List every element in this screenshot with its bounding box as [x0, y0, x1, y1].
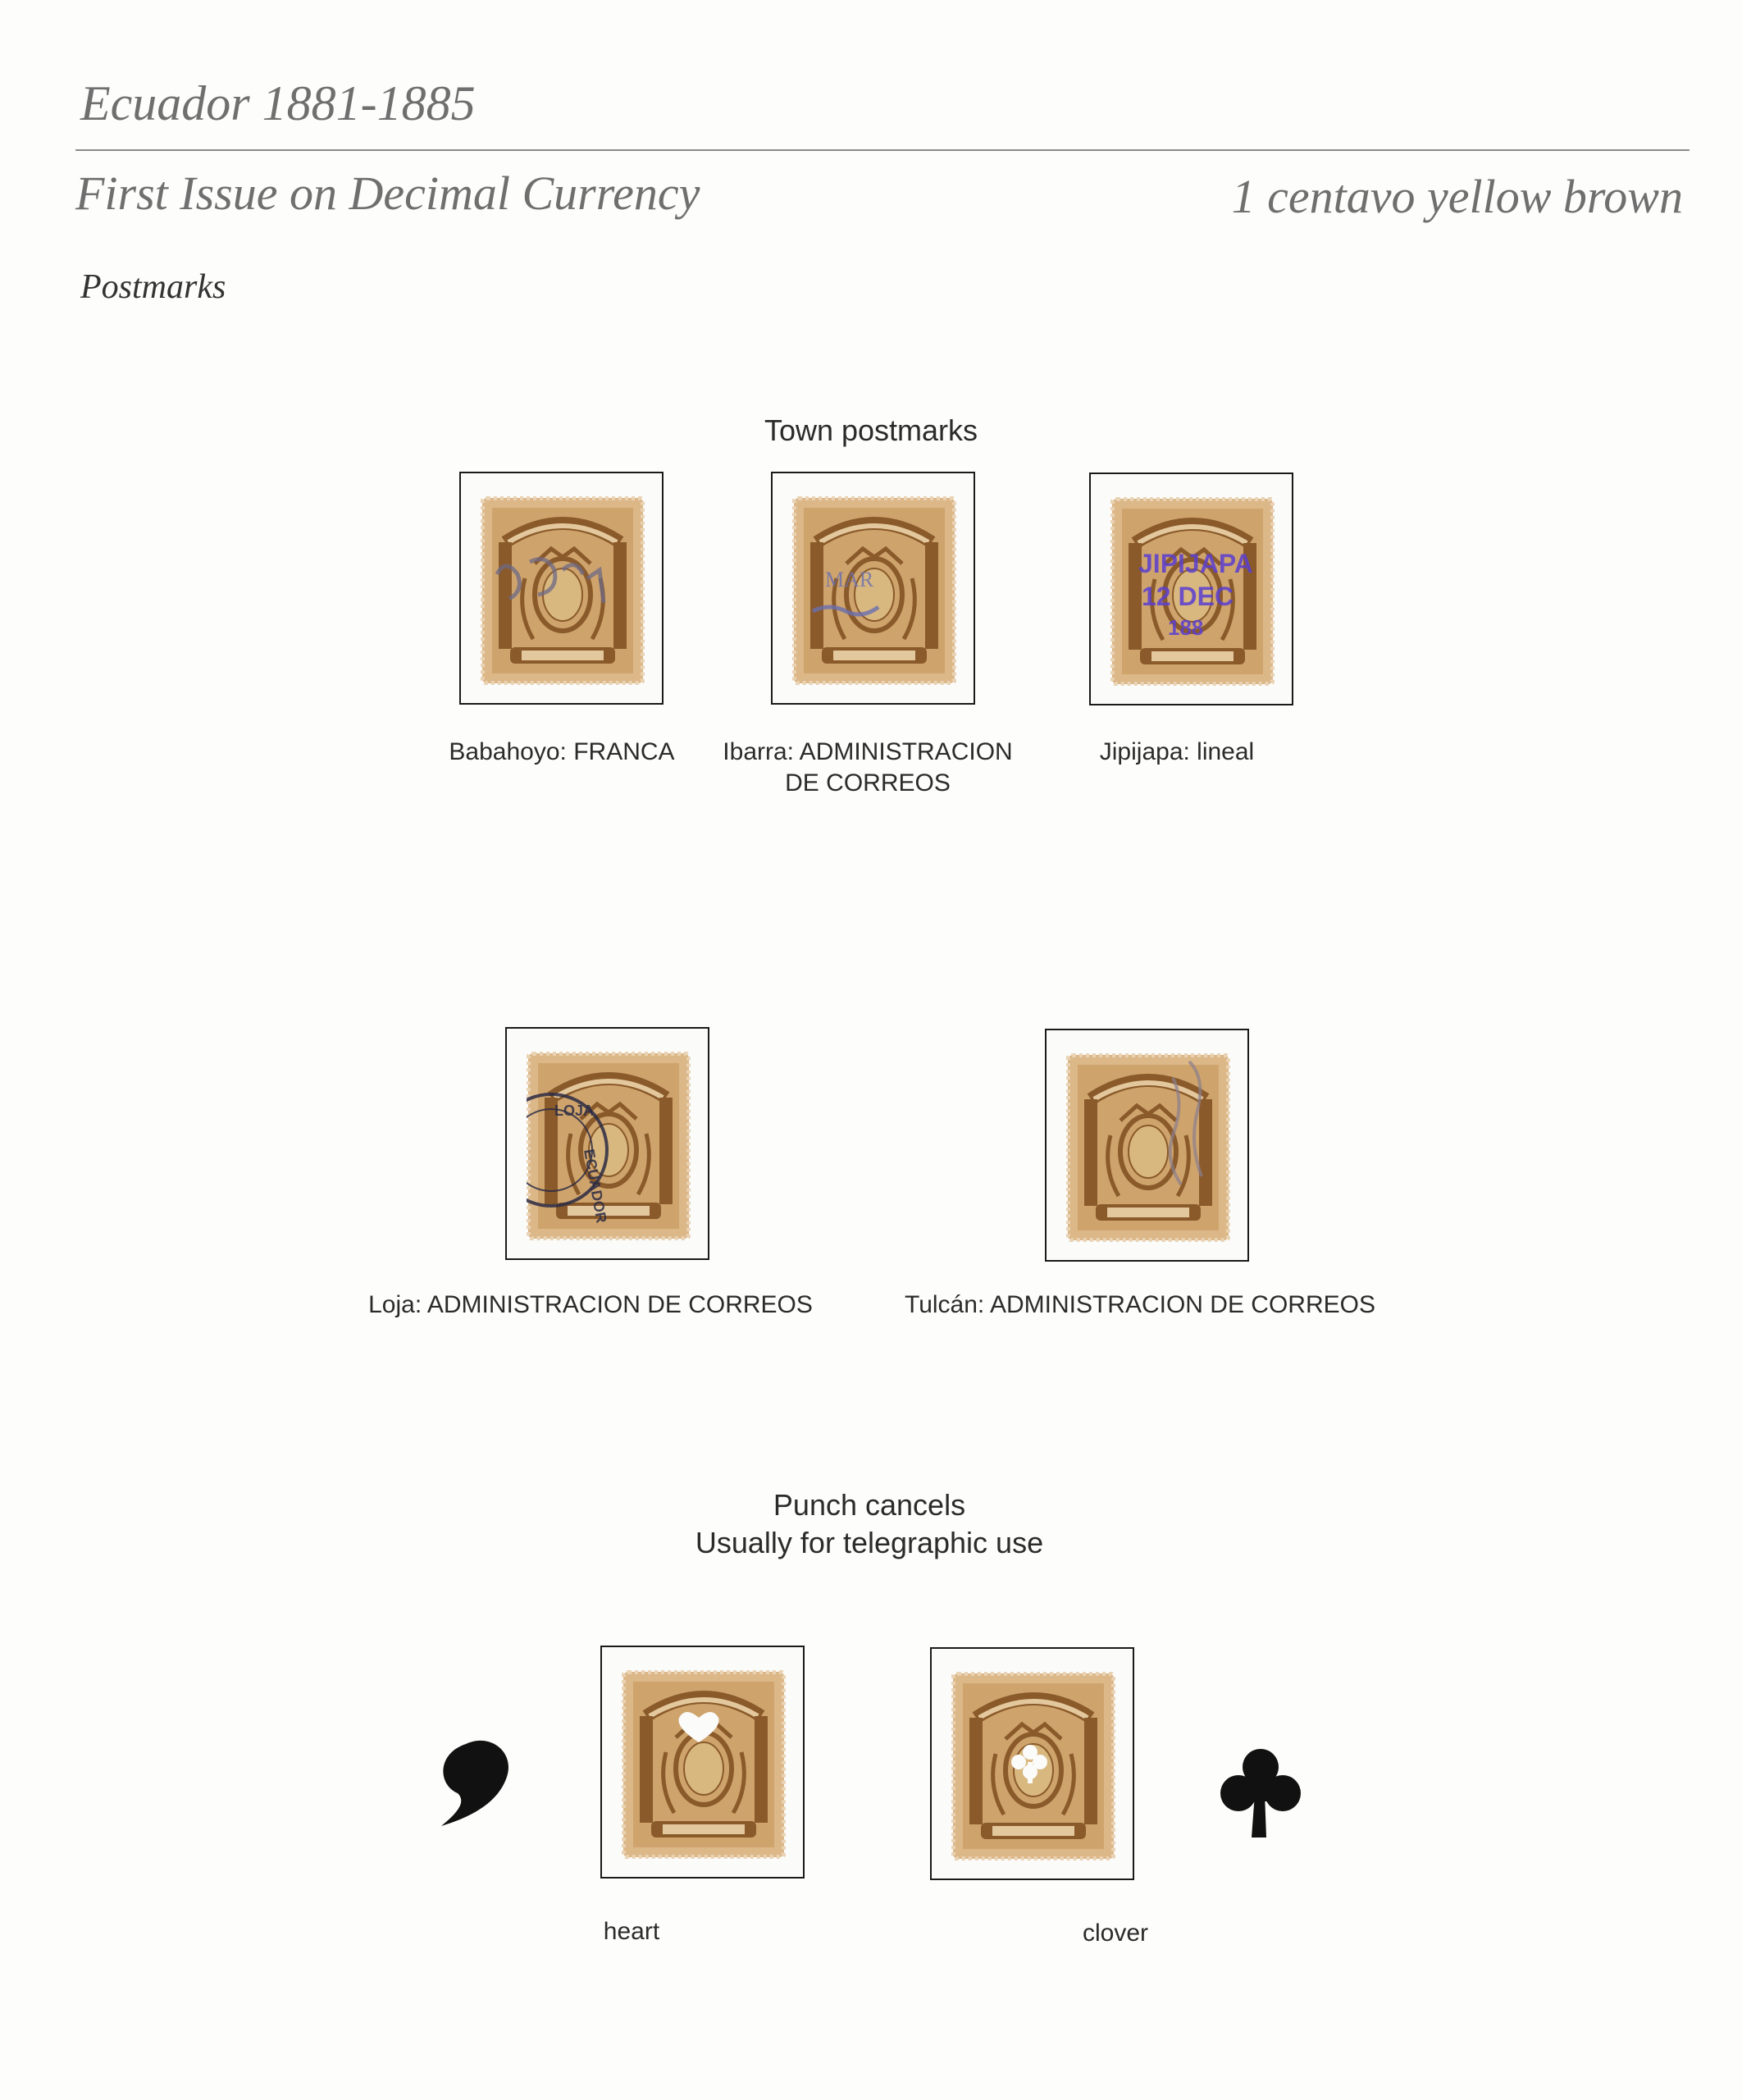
caption-loja: Loja: ADMINISTRACION DE CORREOS [368, 1291, 813, 1318]
cancel-line2: ECUADOR [581, 1148, 610, 1225]
caption-ibarra [704, 737, 1032, 799]
cancel-line1: JIPIJAPA [1138, 549, 1253, 578]
caption-heart: heart [603, 1918, 660, 1945]
caption-clover: clover [1082, 1920, 1149, 1947]
stamp-image [1110, 497, 1275, 686]
stamp-image [951, 1672, 1115, 1860]
heart-icon [433, 1737, 515, 1828]
stamp-mount-heart [600, 1646, 805, 1879]
cancel-text: MAR [825, 568, 874, 591]
page-subtitle: First Issue on Decimal Currency [75, 167, 700, 220]
town-postmarks-heading: Town postmarks [764, 413, 978, 447]
stamp-image [527, 1052, 691, 1240]
header-divider [75, 149, 1690, 151]
stamp-mount-tulcan [1045, 1029, 1249, 1262]
cancel-line1: LOJA [554, 1102, 595, 1119]
cancel-line2: 12 DEC [1142, 582, 1234, 611]
stamp-image [1066, 1053, 1230, 1242]
stamp-mount-ibarra [771, 472, 975, 705]
section-title: Postmarks [80, 268, 226, 306]
caption-babahoyo: Babahoyo: FRANCA [449, 738, 675, 765]
stamp-mount-clover [930, 1647, 1134, 1880]
stamp-image [622, 1670, 786, 1859]
stamp-mount-loja [505, 1027, 709, 1260]
caption-ibarra-line1: Ibarra: ADMINISTRACION [723, 738, 1013, 765]
page-title: Ecuador 1881-1885 [80, 76, 476, 130]
clover-icon [1215, 1744, 1306, 1842]
stamp-mount-jipijapa [1089, 472, 1293, 705]
punch-cancels-heading [623, 1486, 1115, 1562]
stamp-image [792, 496, 956, 685]
caption-jipijapa: Jipijapa: lineal [1099, 738, 1255, 765]
caption-ibarra-line2: DE CORREOS [785, 769, 951, 797]
stamp-mount-babahoyo [459, 472, 664, 705]
punch-heading-line1: Punch cancels [773, 1488, 966, 1522]
punch-heading-line2: Usually for telegraphic use [695, 1526, 1044, 1559]
stamp-denomination: 1 centavo yellow brown [1231, 170, 1683, 223]
stamp-image [481, 496, 645, 685]
cancel-line3: 188 [1168, 615, 1204, 640]
caption-tulcan: Tulcán: ADMINISTRACION DE CORREOS [905, 1291, 1375, 1318]
